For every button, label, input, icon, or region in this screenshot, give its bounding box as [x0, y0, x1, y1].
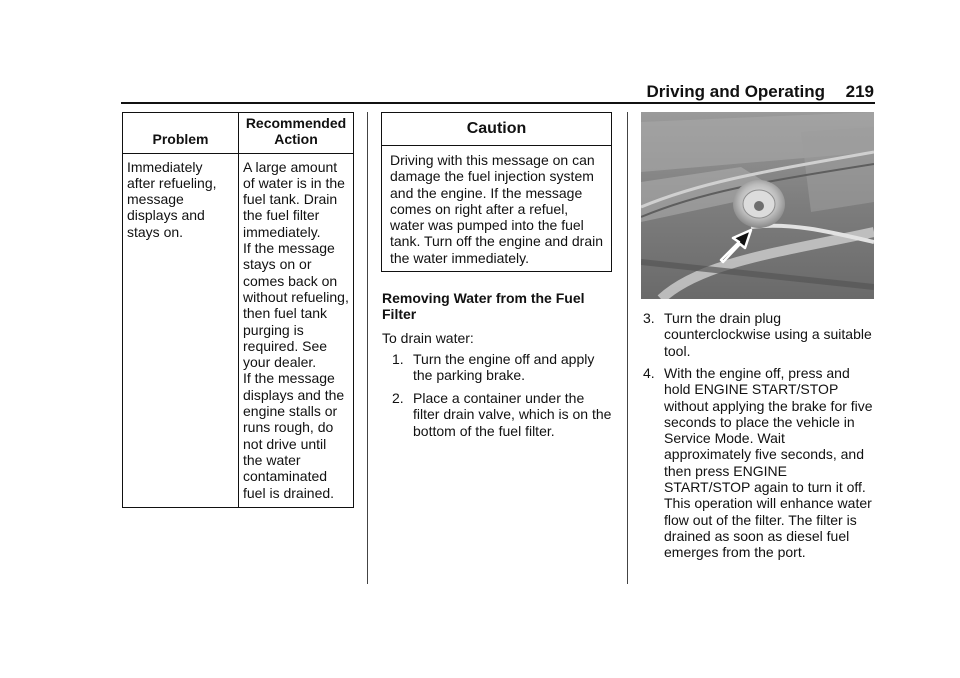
column-header-recommended-action: Recommended Action [239, 113, 354, 154]
action-paragraph: If the message stays on or comes back on without refueling, then fuel tank purging is required. See your dealer. [243, 240, 349, 371]
page-number: 219 [845, 82, 874, 101]
step-text: With the engine off, press and hold ENGINE START/STOP without applying the brake for five seconds to place the vehicle in Service Mode. Wait approximately five seconds, and then press ENGINE START/STOP again to turn it off. This operation will enhance water flow out of the filter. The filter is drained as soon as diesel fuel emerges from the port. [664, 365, 873, 561]
caution-box [381, 112, 612, 272]
action-cell [239, 153, 354, 507]
action-paragraph: If the message displays and the engine stalls or runs rough, do not drive until the water contaminated fuel is drained. [243, 370, 345, 501]
fuel-filter-illustration [641, 112, 874, 299]
table-header-row [123, 113, 354, 154]
caution-title: Caution [382, 113, 611, 146]
fuel-filter-photo [641, 112, 874, 299]
problem-cell: Immediately after refueling, message displays and stays on. [123, 153, 239, 507]
column-divider-right [627, 112, 628, 584]
step-number: 2. [392, 390, 404, 406]
procedure-intro: To drain water: [382, 330, 474, 346]
column-divider-left [367, 112, 368, 584]
action-paragraph: A large amount of water is in the fuel tank. Drain the fuel filter immediately. [243, 158, 345, 240]
step-number: 1. [392, 351, 404, 367]
procedure-heading: Removing Water from the Fuel Filter [382, 290, 585, 322]
step-text: Place a container under the filter drain valve, which is on the bottom of the fuel filter. [413, 390, 612, 439]
step-text: Turn the engine off and apply the parking brake. [413, 351, 595, 384]
troubleshooting-table [122, 112, 354, 508]
step-number: 3. [643, 310, 655, 326]
procedure-step [392, 390, 612, 439]
procedure-step [643, 365, 875, 561]
column-header-problem: Problem [123, 113, 239, 154]
caution-text: Driving with this message on can damage the fuel injection system and the engine. If the message comes on right after a refuel, water was pumped into the fuel tank. Turn off the engine and drain the water immediately. [390, 152, 604, 266]
table-row [123, 153, 354, 507]
step-text: Turn the drain plug counterclockwise using a suitable tool. [664, 310, 872, 359]
procedure-step [643, 310, 875, 359]
section-title: Driving and Operating [646, 82, 825, 101]
step-number: 4. [643, 365, 655, 381]
header-rule [121, 102, 875, 104]
procedure-step [392, 351, 612, 384]
